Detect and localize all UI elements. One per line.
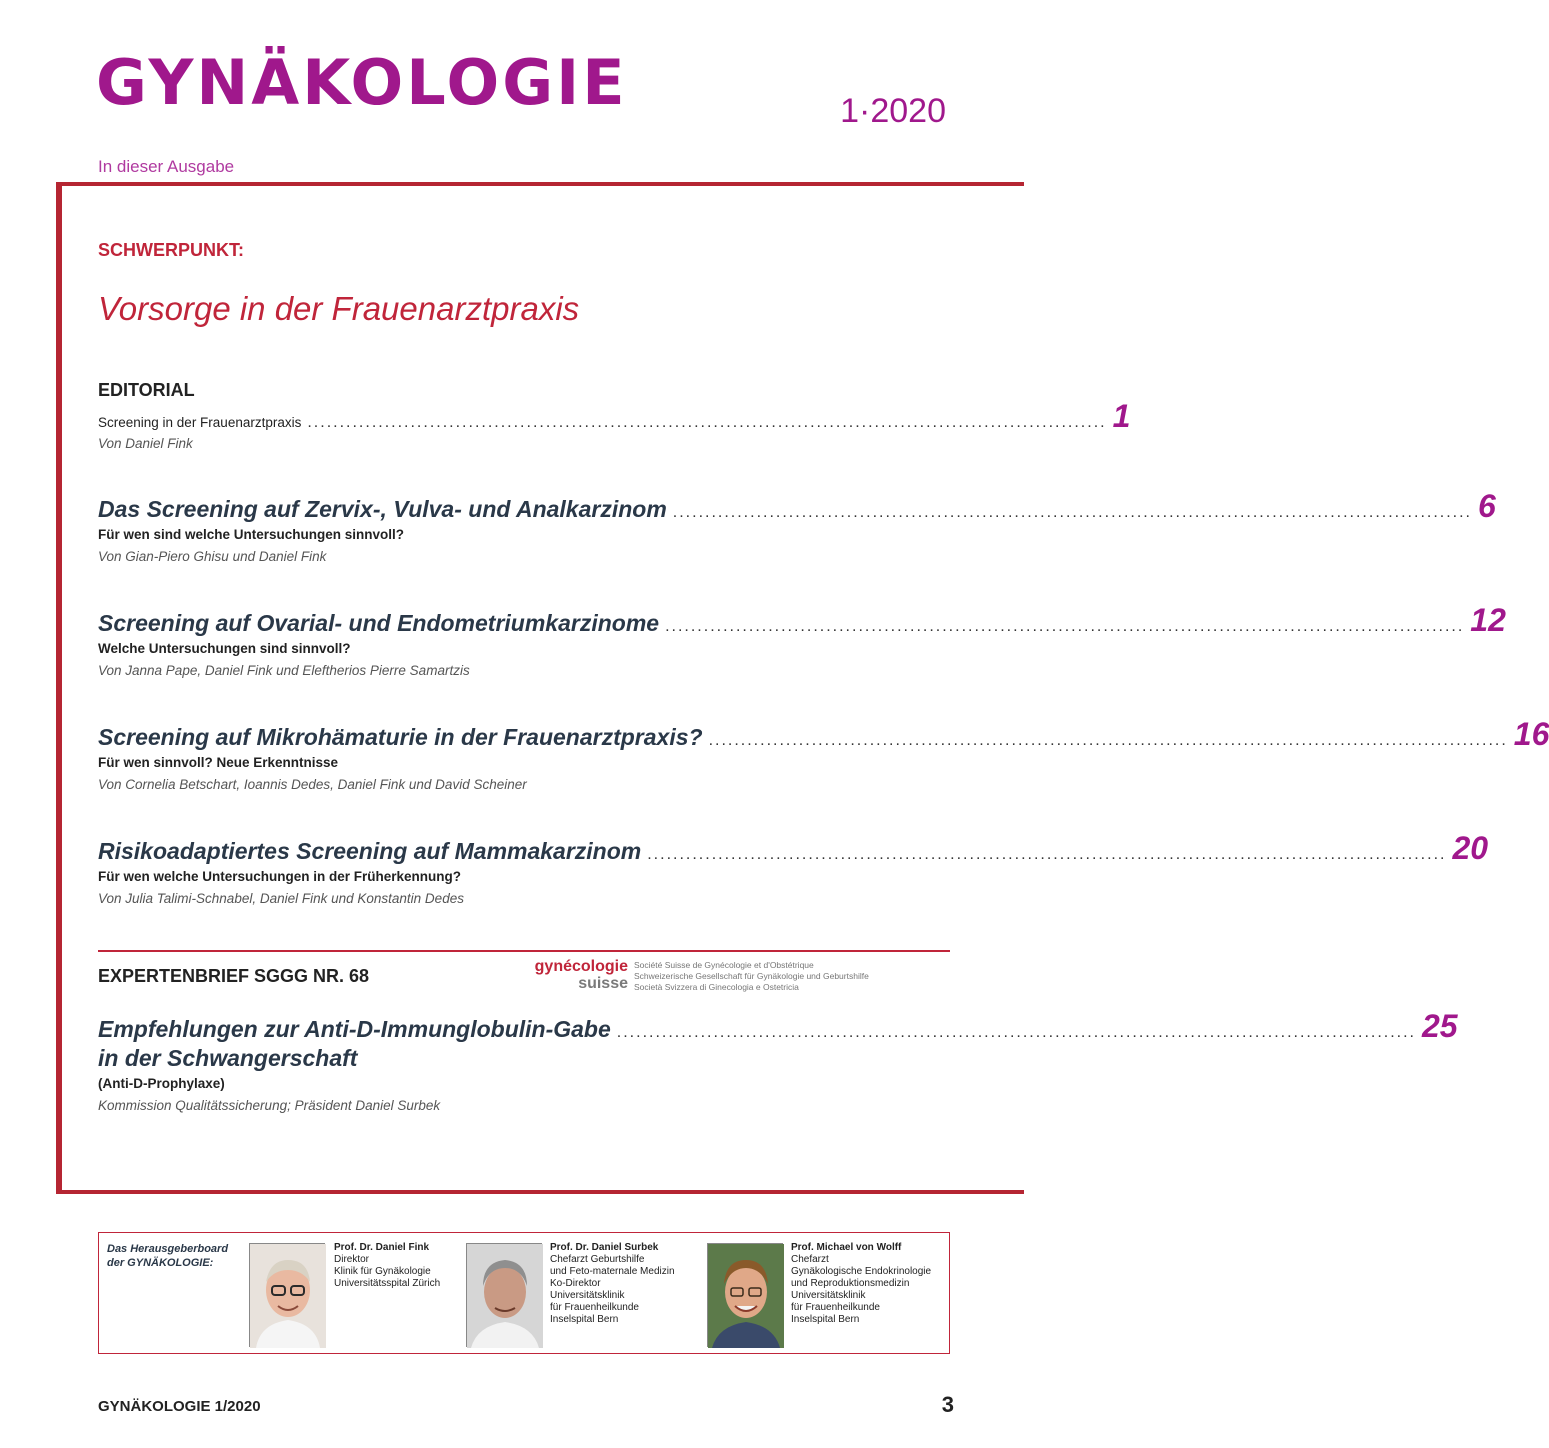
board-member (791, 1242, 951, 1326)
authors: Von Daniel Fink (98, 436, 193, 451)
article-description: Welche Untersuchungen sind sinnvoll? (98, 641, 351, 656)
society-name-it: Società Svizzera di Ginecologia e Ostetricia (634, 982, 799, 992)
member-name: Prof. Michael von Wolff (791, 1242, 902, 1253)
toc-entry[interactable] (98, 716, 1549, 792)
page-number: 25 (1422, 1008, 1458, 1044)
footer-page-number: 3 (941, 1392, 954, 1417)
member-detail: und Reproduktionsmedizin (791, 1278, 910, 1289)
top-rule (56, 182, 1024, 186)
leader-dots: ............................................................................................................................ (307, 414, 1107, 431)
article-title: Risikoadaptiertes Screening auf Mammakarzinom (98, 838, 642, 864)
masthead-subtitle: In dieser Ausgabe (98, 157, 235, 176)
member-detail: Klinik für Gynäkologie (334, 1266, 431, 1277)
authors: Kommission Qualitätssicherung; Präsident Daniel Surbek (98, 1098, 441, 1113)
authors: Von Janna Pape, Daniel Fink und Eleftherios Pierre Samartzis (98, 663, 470, 678)
member-detail: Inselspital Bern (791, 1314, 860, 1325)
focus-label: SCHWERPUNKT: (98, 240, 244, 260)
expert-heading: EXPERTENBRIEF SGGG NR. 68 (98, 966, 370, 986)
society-name-de: Schweizerische Gesellschaft für Gynäkologie und Geburtshilfe (634, 971, 869, 981)
editorial-title: Screening in der Frauenarztpraxis (98, 415, 302, 430)
member-photo (466, 1243, 542, 1347)
article-title: Screening auf Mikrohämaturie in der Frauenarztpraxis? (98, 724, 703, 750)
article-description: Für wen sind welche Untersuchungen sinnvoll? (98, 527, 405, 542)
board-label (107, 1242, 247, 1270)
toc-entry-expert[interactable] (98, 1008, 1458, 1113)
bottom-rule (56, 1190, 1024, 1194)
masthead-title: GYNÄKOLOGIE (96, 46, 628, 119)
page-number: 16 (1513, 716, 1549, 752)
left-rule (56, 182, 62, 1194)
member-detail: Universitätsklinik (791, 1290, 866, 1301)
page-number: 12 (1470, 602, 1506, 638)
article-description: Für wen welche Untersuchungen in der Früherkennung? (98, 869, 462, 884)
toc-entry[interactable] (98, 602, 1506, 678)
member-detail: Ko-Direktor (550, 1278, 601, 1289)
article-title: Empfehlungen zur Anti-D-Immunglobulin-Gabe (98, 1016, 611, 1042)
sggg-logo-main: gynécologie (534, 958, 628, 975)
member-detail: für Frauenheilkunde (550, 1302, 639, 1313)
article-title: Screening auf Ovarial- und Endometriumkarzinome (98, 610, 660, 636)
toc-entry[interactable] (98, 488, 1496, 564)
board-label-line1: Das Herausgeberboard (107, 1243, 229, 1255)
member-detail: Chefarzt (791, 1254, 829, 1265)
member-name: Prof. Dr. Daniel Surbek (550, 1242, 659, 1253)
leader-dots: ............................................................................................................................ (665, 618, 1465, 635)
toc-entry[interactable] (98, 830, 1489, 906)
article-title-line2: in der Schwangerschaft (98, 1045, 358, 1071)
leader-dots: ............................................................................................................................ (616, 1024, 1416, 1041)
article-description: (Anti-D-Prophylaxe) (98, 1076, 225, 1091)
member-photo (707, 1243, 783, 1347)
society-name-fr: Société Suisse de Gynécologie et d'Obstétrique (634, 960, 814, 970)
section-divider (98, 950, 950, 952)
page-number: 6 (1478, 488, 1496, 524)
authors: Von Gian-Piero Ghisu und Daniel Fink (98, 549, 327, 564)
member-detail: Universitätsspital Zürich (334, 1278, 441, 1289)
member-detail: für Frauenheilkunde (791, 1302, 880, 1313)
leader-dots: ............................................................................................................................ (708, 732, 1508, 749)
member-detail: Inselspital Bern (550, 1314, 619, 1325)
member-detail: Direktor (334, 1254, 370, 1265)
member-detail: Gynäkologische Endokrinologie (791, 1266, 932, 1277)
member-detail: Chefarzt Geburtshilfe (550, 1254, 645, 1265)
article-title: Das Screening auf Zervix-, Vulva- und Analkarzinom (98, 496, 667, 522)
editorial-board (98, 1232, 950, 1354)
member-detail: und Feto-maternale Medizin (550, 1266, 675, 1277)
focus-title: Vorsorge in der Frauenarztpraxis (98, 290, 580, 327)
leader-dots: ............................................................................................................................ (672, 504, 1472, 521)
member-photo (249, 1243, 325, 1347)
page-number: 1 (1112, 398, 1131, 434)
issue-number: 1·2020 (840, 92, 946, 130)
authors: Von Cornelia Betschart, Ioannis Dedes, Daniel Fink und David Scheiner (98, 777, 527, 792)
member-detail: Universitätsklinik (550, 1290, 625, 1301)
footer-journal: GYNÄKOLOGIE 1/2020 (98, 1398, 261, 1415)
board-label-line2: der GYNÄKOLOGIE: (107, 1257, 214, 1269)
authors: Von Julia Talimi-Schnabel, Daniel Fink und Konstantin Dedes (98, 891, 464, 906)
board-member (550, 1242, 710, 1326)
sggg-logo-sub: suisse (578, 975, 628, 992)
leader-dots: ............................................................................................................................ (647, 846, 1447, 863)
editorial-entry[interactable] (98, 398, 1131, 451)
article-description: Für wen sinnvoll? Neue Erkenntnisse (98, 755, 339, 770)
member-name: Prof. Dr. Daniel Fink (334, 1242, 430, 1253)
editorial-heading: EDITORIAL (98, 380, 195, 400)
page-number: 20 (1452, 830, 1489, 866)
